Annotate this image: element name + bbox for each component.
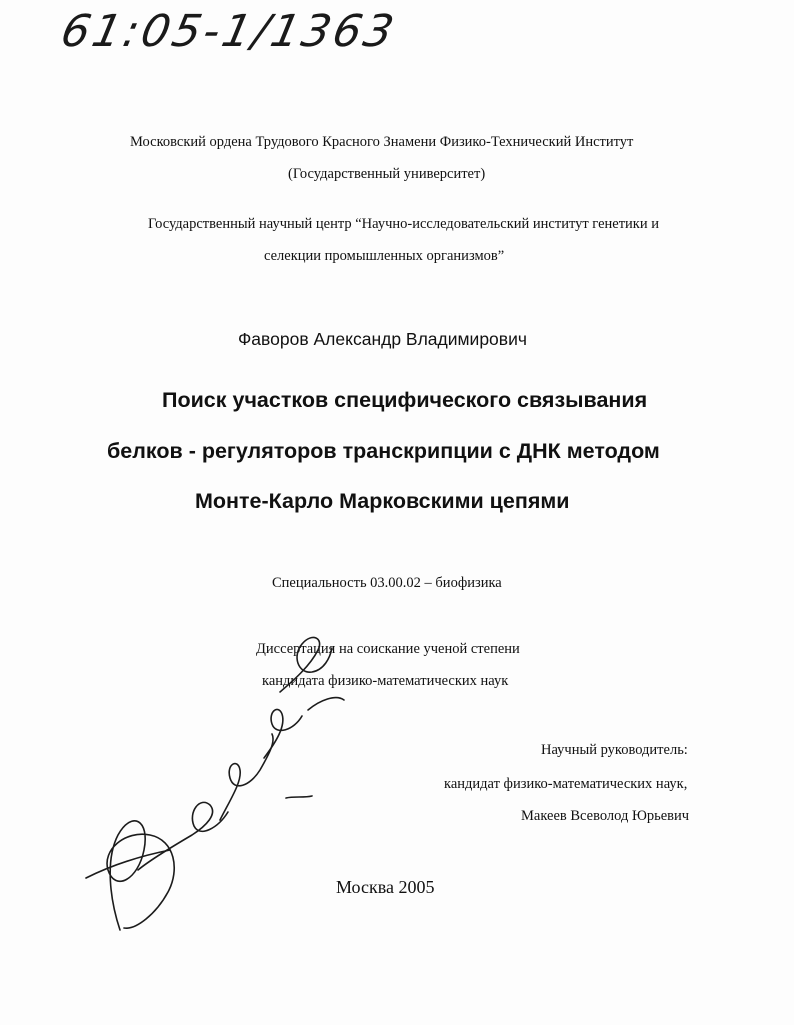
degree-line-1: Диссертация на соискание ученой степени	[256, 641, 520, 657]
supervisor-degree: кандидат физико-математических наук,	[444, 776, 688, 792]
institute-subtitle: (Государственный университет)	[288, 166, 486, 182]
place-and-year: Москва 2005	[336, 877, 435, 897]
archive-code-handwritten: 61:05-1/1363	[56, 6, 401, 57]
research-center-name-continued: селекции промышленных организмов”	[264, 248, 505, 264]
supervisor-label: Научный руководитель:	[541, 742, 688, 758]
signature-stroke-2	[138, 802, 228, 870]
author-signature	[80, 630, 360, 960]
specialty: Специальность 03.00.02 – биофизика	[272, 575, 502, 591]
dissertation-title-line-2: белков - регуляторов транскрипции с ДНК методом	[107, 439, 660, 463]
author-name: Фаворов Александр Владимирович	[238, 329, 527, 349]
signature-stroke-8	[286, 796, 312, 798]
supervisor-name: Макеев Всеволод Юрьевич	[521, 808, 690, 824]
degree-line-2: кандидата физико-математических наук	[262, 673, 509, 689]
dissertation-title-line-3: Монте-Карло Марковскими цепями	[195, 489, 570, 513]
signature-stroke-5	[280, 637, 332, 692]
signature-stroke-4	[264, 709, 302, 758]
signature-stroke-1	[107, 821, 174, 930]
signature-stroke-7	[86, 850, 170, 878]
institute-name: Московский ордена Трудового Красного Знамени Физико-Технический Институт	[130, 134, 634, 150]
research-center-name: Государственный научный центр “Научно-исследовательский институт генетики и	[148, 216, 659, 232]
signature-stroke-3	[220, 734, 273, 820]
dissertation-title-line-1: Поиск участков специфического связывания	[162, 388, 648, 412]
signature-stroke-6	[308, 698, 344, 710]
